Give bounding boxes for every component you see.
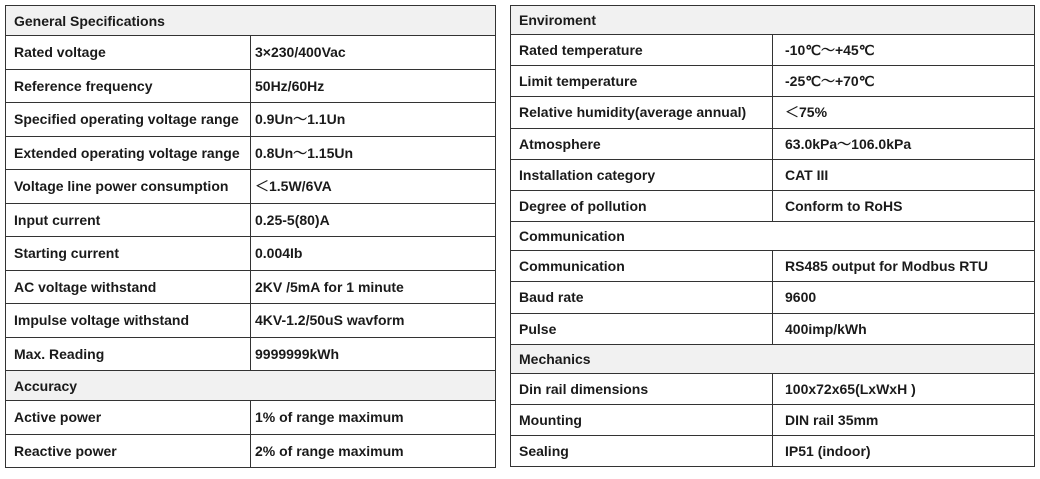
spec-label: Atmosphere xyxy=(511,128,773,159)
spec-value: 9600 xyxy=(773,282,1035,313)
spec-value: 2% of range maximum xyxy=(251,434,496,468)
section-title: Enviroment xyxy=(511,6,1035,35)
section-title: General Specifications xyxy=(6,6,496,36)
spec-row xyxy=(6,304,496,338)
spec-row xyxy=(6,401,496,435)
spec-row xyxy=(511,97,1035,128)
spec-label: Extended operating voltage range xyxy=(6,136,251,170)
spec-row xyxy=(511,190,1035,221)
spec-label: Mounting xyxy=(511,404,773,435)
spec-label: Baud rate xyxy=(511,282,773,313)
spec-row xyxy=(6,136,496,170)
spec-row xyxy=(511,404,1035,435)
spec-value: 0.8Un～1.15Un xyxy=(251,136,496,170)
section-header-row xyxy=(511,344,1035,373)
section-header-row xyxy=(6,6,496,36)
spec-value: 0.9Un～1.1Un xyxy=(251,103,496,137)
spec-label: Rated temperature xyxy=(511,35,773,66)
spec-label: Communication xyxy=(511,251,773,282)
spec-value: 400imp/kWh xyxy=(773,313,1035,344)
spec-value: 100x72x65(LxWxH ) xyxy=(773,373,1035,404)
spec-row xyxy=(511,282,1035,313)
spec-value: 3×230/400Vac xyxy=(251,36,496,70)
spec-label: Reactive power xyxy=(6,434,251,468)
spec-row xyxy=(6,170,496,204)
spec-label: Specified operating voltage range xyxy=(6,103,251,137)
spec-row xyxy=(6,36,496,70)
spec-label: Pulse xyxy=(511,313,773,344)
spec-row xyxy=(6,69,496,103)
spec-row xyxy=(6,434,496,468)
spec-value: 63.0kPa～106.0kPa xyxy=(773,128,1035,159)
spec-value: 9999999kWh xyxy=(251,337,496,371)
spec-value: IP51 (indoor) xyxy=(773,436,1035,467)
spec-label: Voltage line power consumption xyxy=(6,170,251,204)
spec-row xyxy=(511,128,1035,159)
spec-label: Max. Reading xyxy=(6,337,251,371)
section-title: Communication xyxy=(511,222,1035,251)
spec-row xyxy=(511,35,1035,66)
spec-row xyxy=(6,103,496,137)
spec-row xyxy=(6,270,496,304)
spec-row xyxy=(511,66,1035,97)
spec-value: 4KV-1.2/50uS wavform xyxy=(251,304,496,338)
spec-value: DIN rail 35mm xyxy=(773,404,1035,435)
spec-label: Reference frequency xyxy=(6,69,251,103)
spec-label: AC voltage withstand xyxy=(6,270,251,304)
spec-label: Degree of pollution xyxy=(511,190,773,221)
spec-label: Active power xyxy=(6,401,251,435)
spec-label: Limit temperature xyxy=(511,66,773,97)
spec-row xyxy=(511,313,1035,344)
spec-row xyxy=(511,373,1035,404)
spec-row xyxy=(6,237,496,271)
spec-row xyxy=(511,251,1035,282)
general-specifications-table xyxy=(5,5,496,468)
spec-value: CAT III xyxy=(773,159,1035,190)
section-header-row xyxy=(511,6,1035,35)
spec-value: -10℃～+45℃ xyxy=(773,35,1035,66)
spec-row xyxy=(511,159,1035,190)
spec-label: Input current xyxy=(6,203,251,237)
spec-label: Impulse voltage withstand xyxy=(6,304,251,338)
spec-value: 0.25-5(80)A xyxy=(251,203,496,237)
spec-label: Installation category xyxy=(511,159,773,190)
section-header-row xyxy=(6,371,496,401)
spec-label: Rated voltage xyxy=(6,36,251,70)
spec-label: Sealing xyxy=(511,436,773,467)
spec-value: RS485 output for Modbus RTU xyxy=(773,251,1035,282)
spec-label: Starting current xyxy=(6,237,251,271)
spec-label: Relative humidity(average annual) xyxy=(511,97,773,128)
spec-value: ＜75% xyxy=(773,97,1035,128)
environment-communication-mechanics-table xyxy=(510,5,1035,467)
section-title: Accuracy xyxy=(6,371,496,401)
spec-row xyxy=(6,337,496,371)
spec-label: Din rail dimensions xyxy=(511,373,773,404)
spec-row xyxy=(511,436,1035,467)
spec-value: 1% of range maximum xyxy=(251,401,496,435)
spec-value: Conform to RoHS xyxy=(773,190,1035,221)
spec-value: -25℃～+70℃ xyxy=(773,66,1035,97)
section-header-row xyxy=(511,222,1035,251)
section-title: Mechanics xyxy=(511,344,1035,373)
spec-value: 2KV /5mA for 1 minute xyxy=(251,270,496,304)
spec-row xyxy=(6,203,496,237)
spec-value: 0.004Ib xyxy=(251,237,496,271)
spec-value: 50Hz/60Hz xyxy=(251,69,496,103)
spec-value: ＜1.5W/6VA xyxy=(251,170,496,204)
